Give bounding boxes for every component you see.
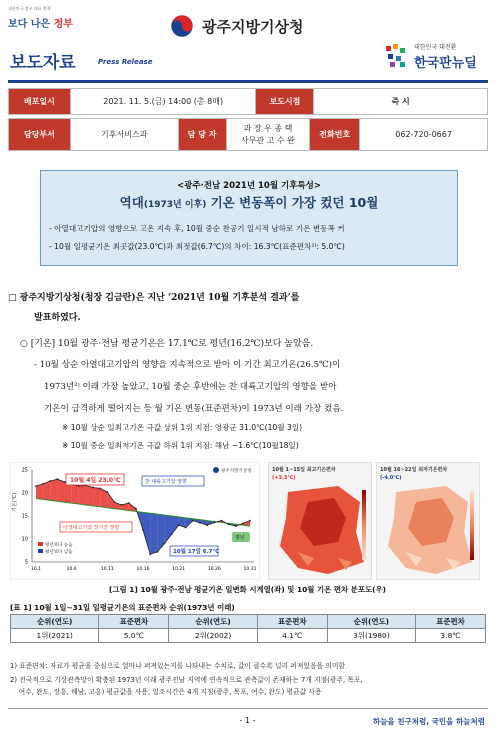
department-label: 담당부서 — [9, 119, 71, 151]
header-divider — [8, 80, 488, 83]
summary-box — [40, 170, 458, 266]
rank-cell-5: 3위(1980) — [327, 629, 415, 643]
map2-colorbar — [470, 490, 474, 560]
map2-title: 10월 16~22일 최저기온편차 — [380, 467, 448, 473]
temperature-timeseries-chart — [10, 462, 260, 580]
korean-new-deal-logo — [380, 40, 490, 76]
observed-point — [64, 481, 66, 483]
observed-point — [164, 543, 166, 545]
map1-title: 10월 1~15일 최고기온편차 — [272, 467, 336, 473]
summary-headline — [41, 193, 457, 211]
y-tick-label: 10 — [21, 536, 28, 543]
embargo-value: 즉 시 — [314, 89, 488, 115]
rank-header-5: 순위(연도) — [327, 615, 415, 629]
summary-headline-b: (1973년 이후) — [143, 200, 207, 210]
rank-cell-3: 2위(2002) — [169, 629, 257, 643]
brand-mark-icon — [213, 467, 219, 473]
observed-point — [171, 534, 173, 536]
release-date-value: 2021. 11. 5.(금) 14:00 (총 8매) — [70, 89, 256, 115]
legend-low-swatch — [38, 549, 43, 553]
new-deal-main-text: 한국판뉴딜 — [414, 56, 477, 71]
std-dev-rank-table — [10, 614, 486, 643]
legend-high: 평년보다 높음 — [45, 543, 73, 548]
observed-point — [228, 523, 230, 525]
observed-point — [185, 527, 187, 529]
department-value: 기후서비스과 — [70, 119, 178, 151]
paragraph-detail-2: 1973년²⁾ 이래 가장 높았고, 10월 중순 후반에는 찬 대륙고기압의 영향을 받아 — [44, 382, 337, 392]
summary-point-2: - 10월 일평균기온 최곳값(23.0℃)과 최젓값(6.7℃)의 차이: 16.3℃(표준편차¹⁾: 5.0℃) — [49, 242, 345, 251]
annotation-normal: 평년 — [235, 535, 245, 541]
observed-point — [78, 485, 80, 487]
contact-person-line-1: 과 장 우 종 택 — [243, 123, 293, 133]
observed-point — [192, 520, 194, 522]
table-caption: [표 1] 10월 1일~31일 일평균기온의 표준편차 순위(1973년 이래) — [10, 603, 235, 612]
note-2: ※ 10월 중순 일최저기온 극값 하위 1위 지점: 해남 −1.6℃(10월18일) — [62, 441, 299, 450]
rank-header-4: 표준편차 — [257, 615, 327, 629]
rank-cell-2: 5.0℃ — [99, 629, 169, 643]
press-release-title: 보도자료 — [10, 53, 76, 73]
observed-point — [149, 553, 151, 555]
anomaly-fill-above — [72, 484, 79, 504]
contact-person-value — [226, 119, 310, 151]
anomaly-fill-below — [150, 513, 157, 554]
observed-point — [235, 525, 237, 527]
paragraph-detail-1: - 10월 상순 아열대고기압의 영향을 지속적으로 받아 이 기간 최고기온(26.5℃)이 — [34, 360, 341, 370]
release-info-row-1 — [9, 89, 488, 115]
observed-point — [57, 478, 59, 480]
paragraph-1-cont: 발표하였다. — [34, 313, 81, 323]
x-tick-label: 10.6 — [66, 567, 77, 572]
x-tick-label: 10.11 — [100, 567, 114, 572]
slogan-main-part2: 정부 — [53, 19, 73, 30]
anomaly-fill-above — [86, 486, 93, 506]
observed-point — [142, 529, 144, 531]
table-row — [11, 629, 486, 643]
y-tick-label: 20 — [21, 490, 28, 497]
anomaly-fill-above — [50, 479, 57, 501]
release-date-label: 배포일시 — [9, 89, 71, 115]
summary-subtitle: <광주·전남 2021년 10월 기후특성> — [177, 181, 321, 191]
slogan-main-part1: 보다 나은 — [8, 19, 54, 30]
y-tick-label: 15 — [21, 513, 28, 520]
footnote-2b: 여수, 완도, 장흥, 해남, 고흥) 평균값을 사용, 일조시간은 4개 지점(광주, 목포, 여수, 완도) 평균값 사용 — [10, 688, 322, 696]
rank-header-3: 순위(연도) — [169, 615, 257, 629]
x-tick-label: 10.16 — [136, 567, 150, 572]
observed-point — [199, 522, 201, 524]
map2-value: (-4.0℃) — [380, 475, 402, 481]
x-tick-label: 10.21 — [172, 567, 186, 572]
chart-ylabel: 기온(℃) — [12, 492, 18, 512]
observed-point — [35, 485, 37, 487]
agency-logo — [170, 12, 350, 42]
summary-headline-a: 역대 — [119, 195, 144, 210]
annotation-low: 10월 17일 6.7℃ — [173, 549, 220, 555]
observed-point — [128, 502, 130, 504]
embargo-label: 보도시점 — [256, 89, 314, 115]
paragraph-detail-3: 기온이 급격하게 떨어지는 등 월 기온 변동(표준편차)이 1973년 이래 가장 컸음. — [44, 404, 344, 414]
observed-point — [178, 524, 180, 526]
anomaly-fill-above — [93, 487, 100, 506]
release-info-table — [8, 88, 488, 115]
observed-point — [242, 522, 244, 524]
y-tick-label: 5 — [24, 559, 28, 566]
paragraph-temperature: ○ [기온] 10월 광주·전남 평균기온은 17.1℃로 평년(16.2℃)보다 높았음. — [20, 339, 314, 349]
x-tick-label: 10.31 — [243, 567, 257, 572]
figure-area — [10, 462, 480, 580]
contact-person-line-2: 사무관 고 수 완 — [240, 135, 295, 145]
page-number: - 1 - — [239, 716, 256, 725]
paragraph-1: □ 광주지방기상청(청장 김금란)은 지난 ‘2021년 10월 기후분석 결과’를 — [8, 293, 300, 303]
agency-name: 광주지방기상청 — [202, 18, 304, 36]
observed-point — [106, 491, 108, 493]
rank-header-1: 순위(연도) — [11, 615, 99, 629]
y-tick-label: 25 — [21, 467, 28, 474]
slogan-small-text: 대한민국 정부 대표 정책 — [8, 6, 51, 11]
observed-point — [99, 488, 101, 490]
figure-caption: [그림 1] 10월 광주·전남 평균기온 일변화 시계열(좌) 및 10월 기온 편차 분포도(우) — [109, 585, 386, 594]
observed-point — [121, 504, 123, 506]
slogan-main-text — [8, 19, 73, 30]
observed-point — [92, 487, 94, 489]
rank-header-6: 표준편차 — [416, 615, 486, 629]
note-1: ※ 10월 상순 일최고기온 극값 상위 1위 지점: 영광군 31.0℃(10월 3일) — [62, 423, 303, 432]
x-tick-label: 10.26 — [207, 567, 221, 572]
rank-cell-4: 4.1℃ — [257, 629, 327, 643]
footer-slogan: 하늘을 친구처럼, 국민을 하늘처럼 — [372, 717, 485, 726]
observed-point — [42, 483, 44, 485]
rank-cell-6: 3.8℃ — [416, 629, 486, 643]
annotation-warm: 아열대고기압 장기간 영향 — [63, 525, 120, 531]
observed-point — [213, 522, 215, 524]
taegeuk-icon — [170, 14, 194, 38]
anomaly-fill-above — [57, 479, 64, 502]
footer-divider — [8, 708, 488, 709]
annotation-cold: 찬 대륙고기압 영향 — [145, 479, 187, 485]
government-slogan-logo — [8, 6, 78, 42]
contact-person-label: 담 당 자 — [178, 119, 226, 151]
press-release-subtitle: Press Release — [98, 58, 153, 66]
rank-cell-1: 1위(2021) — [11, 629, 99, 643]
observed-point — [156, 551, 158, 553]
contact-info-table — [8, 118, 488, 151]
legend-low: 평년보다 낮음 — [45, 550, 73, 555]
observed-point — [49, 480, 51, 482]
max-temp-anomaly-map — [268, 462, 372, 580]
summary-headline-c: 기온 변동폭이 가장 컸던 10월 — [206, 195, 379, 210]
footnote-1: 1) 표준편차: 자료가 평균을 중심으로 얼마나 퍼져있는지를 나타내는 수치로, 값이 클수록 널리 퍼져있음을 의미함 — [10, 662, 345, 670]
new-deal-small-text: 대한민국 대전환 — [414, 44, 457, 51]
contact-info-row — [9, 119, 488, 151]
min-temp-anomaly-map — [376, 462, 480, 580]
anomaly-fill-above — [79, 486, 86, 505]
footnote-2a: 2) 전국적으로 기상관측망이 확충된 1973년 이래 광주전남 지역에 연속적으로 관측값이 존재하는 7개 지점(광주, 목포, — [10, 676, 363, 684]
annotation-high: 10월 4일 23.0℃ — [70, 477, 121, 484]
observed-point — [135, 508, 137, 510]
rank-header-2: 표준편차 — [99, 615, 169, 629]
rank-table-header-row — [11, 615, 486, 629]
anomaly-fill-above — [43, 481, 50, 500]
x-tick-label: 10.1 — [30, 567, 42, 572]
observed-point — [221, 520, 223, 522]
phone-value: 062-720-0667 — [360, 119, 488, 151]
observed-point — [114, 501, 116, 503]
phone-label: 전화번호 — [310, 119, 360, 151]
map1-colorbar — [362, 490, 366, 560]
observed-point — [206, 524, 208, 526]
chart-brand: 광주지방기상청 — [221, 469, 252, 474]
map1-value: (+3.3℃) — [272, 475, 296, 481]
new-deal-mark-icon — [382, 42, 410, 70]
legend-high-swatch — [38, 542, 43, 546]
observed-point — [249, 520, 251, 522]
page-header — [0, 0, 495, 80]
summary-point-1: - 아열대고기압의 영향으로 고온 지속 후, 10월 중순 찬공기 일시적 남하로 기온 변동폭 커 — [49, 224, 345, 233]
